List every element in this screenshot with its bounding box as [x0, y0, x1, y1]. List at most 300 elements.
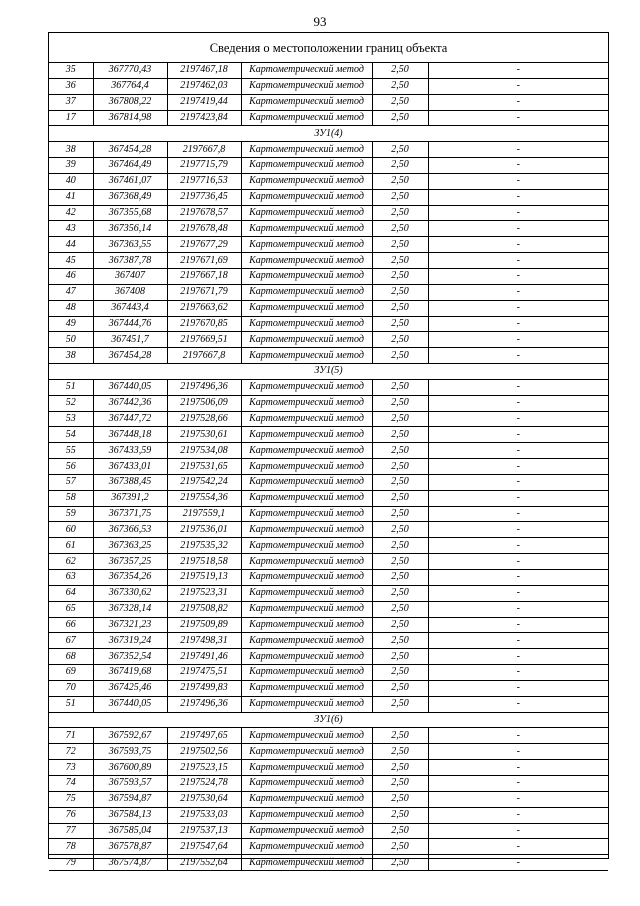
table-row — [49, 63, 608, 78]
point-number-cell: 77 — [49, 823, 93, 839]
x-coordinate-cell: 367408 — [93, 284, 167, 300]
x-coordinate-cell: 367440,05 — [93, 379, 167, 395]
description-cell: - — [428, 443, 608, 459]
x-coordinate-cell: 367593,75 — [93, 744, 167, 760]
method-cell: Картометрический метод — [241, 855, 372, 871]
y-coordinate-cell: 2197678,57 — [167, 205, 241, 221]
description-cell: - — [428, 522, 608, 538]
group-label: ЗУ1(4) — [49, 126, 608, 142]
boundary-table-sheet — [48, 32, 609, 868]
accuracy-cell: 2,50 — [372, 142, 428, 158]
table-row — [49, 427, 608, 443]
accuracy-cell: 2,50 — [372, 807, 428, 823]
y-coordinate-cell: 2197506,09 — [167, 395, 241, 411]
y-coordinate-cell: 2197667,8 — [167, 142, 241, 158]
y-coordinate-cell: 2197519,13 — [167, 570, 241, 586]
x-coordinate-cell: 367808,22 — [93, 94, 167, 110]
description-cell: - — [428, 379, 608, 395]
method-cell: Картометрический метод — [241, 221, 372, 237]
y-coordinate-cell: 2197537,13 — [167, 823, 241, 839]
x-coordinate-cell: 367443,4 — [93, 300, 167, 316]
description-cell: - — [428, 474, 608, 490]
group-header-row — [49, 364, 608, 380]
accuracy-cell: 2,50 — [372, 284, 428, 300]
x-coordinate-cell: 367357,25 — [93, 554, 167, 570]
table-row — [49, 760, 608, 776]
point-number-cell: 17 — [49, 110, 93, 126]
x-coordinate-cell: 367433,59 — [93, 443, 167, 459]
description-cell: - — [428, 617, 608, 633]
description-cell: - — [428, 823, 608, 839]
x-coordinate-cell: 367352,54 — [93, 649, 167, 665]
description-cell: - — [428, 300, 608, 316]
y-coordinate-cell: 2197533,03 — [167, 807, 241, 823]
point-number-cell: 44 — [49, 237, 93, 253]
y-coordinate-cell: 2197496,36 — [167, 696, 241, 712]
method-cell: Картометрический метод — [241, 760, 372, 776]
x-coordinate-cell: 367584,13 — [93, 807, 167, 823]
x-coordinate-cell: 367600,89 — [93, 760, 167, 776]
point-number-cell: 36 — [49, 78, 93, 94]
accuracy-cell: 2,50 — [372, 474, 428, 490]
description-cell: - — [428, 253, 608, 269]
accuracy-cell: 2,50 — [372, 221, 428, 237]
method-cell: Картометрический метод — [241, 474, 372, 490]
y-coordinate-cell: 2197715,79 — [167, 158, 241, 174]
method-cell: Картометрический метод — [241, 522, 372, 538]
y-coordinate-cell: 2197534,08 — [167, 443, 241, 459]
method-cell: Картометрический метод — [241, 665, 372, 681]
description-cell: - — [428, 728, 608, 744]
x-coordinate-cell: 367764,4 — [93, 78, 167, 94]
y-coordinate-cell: 2197535,32 — [167, 538, 241, 554]
accuracy-cell: 2,50 — [372, 158, 428, 174]
description-cell: - — [428, 760, 608, 776]
y-coordinate-cell: 2197502,56 — [167, 744, 241, 760]
description-cell: - — [428, 63, 608, 78]
y-coordinate-cell: 2197667,8 — [167, 348, 241, 364]
point-number-cell: 49 — [49, 316, 93, 332]
point-number-cell: 70 — [49, 680, 93, 696]
x-coordinate-cell: 367371,75 — [93, 506, 167, 522]
table-row — [49, 839, 608, 855]
accuracy-cell: 2,50 — [372, 411, 428, 427]
accuracy-cell: 2,50 — [372, 110, 428, 126]
point-number-cell: 41 — [49, 189, 93, 205]
x-coordinate-cell: 367454,28 — [93, 142, 167, 158]
accuracy-cell: 2,50 — [372, 775, 428, 791]
description-cell: - — [428, 78, 608, 94]
accuracy-cell: 2,50 — [372, 839, 428, 855]
table-row — [49, 538, 608, 554]
accuracy-cell: 2,50 — [372, 649, 428, 665]
point-number-cell: 42 — [49, 205, 93, 221]
description-cell: - — [428, 839, 608, 855]
accuracy-cell: 2,50 — [372, 823, 428, 839]
point-number-cell: 51 — [49, 379, 93, 395]
method-cell: Картометрический метод — [241, 142, 372, 158]
description-cell: - — [428, 807, 608, 823]
description-cell: - — [428, 411, 608, 427]
method-cell: Картометрический метод — [241, 268, 372, 284]
y-coordinate-cell: 2197497,65 — [167, 728, 241, 744]
x-coordinate-cell: 367454,28 — [93, 348, 167, 364]
method-cell: Картометрический метод — [241, 332, 372, 348]
x-coordinate-cell: 367578,87 — [93, 839, 167, 855]
description-cell: - — [428, 332, 608, 348]
table-row — [49, 506, 608, 522]
table-row — [49, 696, 608, 712]
point-number-cell: 63 — [49, 570, 93, 586]
table-row — [49, 316, 608, 332]
method-cell: Картометрический метод — [241, 823, 372, 839]
description-cell: - — [428, 348, 608, 364]
accuracy-cell: 2,50 — [372, 585, 428, 601]
y-coordinate-cell: 2197670,85 — [167, 316, 241, 332]
table-row — [49, 173, 608, 189]
description-cell: - — [428, 775, 608, 791]
description-cell: - — [428, 570, 608, 586]
point-number-cell: 76 — [49, 807, 93, 823]
description-cell: - — [428, 680, 608, 696]
method-cell: Картометрический метод — [241, 94, 372, 110]
description-cell: - — [428, 538, 608, 554]
x-coordinate-cell: 367447,72 — [93, 411, 167, 427]
accuracy-cell: 2,50 — [372, 744, 428, 760]
table-row — [49, 791, 608, 807]
table-row — [49, 617, 608, 633]
method-cell: Картометрический метод — [241, 601, 372, 617]
table-row — [49, 395, 608, 411]
point-number-cell: 37 — [49, 94, 93, 110]
method-cell: Картометрический метод — [241, 696, 372, 712]
point-number-cell: 53 — [49, 411, 93, 427]
accuracy-cell: 2,50 — [372, 665, 428, 681]
y-coordinate-cell: 2197667,18 — [167, 268, 241, 284]
x-coordinate-cell: 367585,04 — [93, 823, 167, 839]
description-cell: - — [428, 601, 608, 617]
x-coordinate-cell: 367330,62 — [93, 585, 167, 601]
x-coordinate-cell: 367391,2 — [93, 490, 167, 506]
description-cell: - — [428, 696, 608, 712]
accuracy-cell: 2,50 — [372, 94, 428, 110]
y-coordinate-cell: 2197496,36 — [167, 379, 241, 395]
table-row — [49, 855, 608, 871]
y-coordinate-cell: 2197716,53 — [167, 173, 241, 189]
description-cell: - — [428, 490, 608, 506]
y-coordinate-cell: 2197530,61 — [167, 427, 241, 443]
point-number-cell: 52 — [49, 395, 93, 411]
method-cell: Картометрический метод — [241, 78, 372, 94]
x-coordinate-cell: 367448,18 — [93, 427, 167, 443]
x-coordinate-cell: 367594,87 — [93, 791, 167, 807]
point-number-cell: 75 — [49, 791, 93, 807]
y-coordinate-cell: 2197678,48 — [167, 221, 241, 237]
y-coordinate-cell: 2197499,83 — [167, 680, 241, 696]
accuracy-cell: 2,50 — [372, 332, 428, 348]
group-label: ЗУ1(6) — [49, 712, 608, 728]
method-cell: Картометрический метод — [241, 791, 372, 807]
table-row — [49, 205, 608, 221]
accuracy-cell: 2,50 — [372, 189, 428, 205]
method-cell: Картометрический метод — [241, 316, 372, 332]
table-row — [49, 94, 608, 110]
method-cell: Картометрический метод — [241, 395, 372, 411]
method-cell: Картометрический метод — [241, 158, 372, 174]
y-coordinate-cell: 2197531,65 — [167, 459, 241, 475]
y-coordinate-cell: 2197523,15 — [167, 760, 241, 776]
description-cell: - — [428, 395, 608, 411]
method-cell: Картометрический метод — [241, 253, 372, 269]
x-coordinate-cell: 367442,36 — [93, 395, 167, 411]
description-cell: - — [428, 649, 608, 665]
group-header-row — [49, 126, 608, 142]
group-label: ЗУ1(5) — [49, 364, 608, 380]
accuracy-cell: 2,50 — [372, 316, 428, 332]
y-coordinate-cell: 2197528,66 — [167, 411, 241, 427]
x-coordinate-cell: 367433,01 — [93, 459, 167, 475]
page-number: 93 — [313, 14, 327, 29]
x-coordinate-cell: 367366,53 — [93, 522, 167, 538]
method-cell: Картометрический метод — [241, 284, 372, 300]
point-number-cell: 43 — [49, 221, 93, 237]
point-number-cell: 54 — [49, 427, 93, 443]
point-number-cell: 38 — [49, 348, 93, 364]
x-coordinate-cell: 367451,7 — [93, 332, 167, 348]
point-number-cell: 45 — [49, 253, 93, 269]
description-cell: - — [428, 665, 608, 681]
x-coordinate-cell: 367440,05 — [93, 696, 167, 712]
point-number-cell: 35 — [49, 63, 93, 78]
point-number-cell: 46 — [49, 268, 93, 284]
method-cell: Картометрический метод — [241, 63, 372, 78]
method-cell: Картометрический метод — [241, 379, 372, 395]
table-row — [49, 237, 608, 253]
point-number-cell: 39 — [49, 158, 93, 174]
y-coordinate-cell: 2197671,79 — [167, 284, 241, 300]
coordinates-table — [49, 63, 608, 871]
point-number-cell: 72 — [49, 744, 93, 760]
table-row — [49, 78, 608, 94]
method-cell: Картометрический метод — [241, 680, 372, 696]
description-cell: - — [428, 94, 608, 110]
accuracy-cell: 2,50 — [372, 791, 428, 807]
point-number-cell: 65 — [49, 601, 93, 617]
x-coordinate-cell: 367419,68 — [93, 665, 167, 681]
point-number-cell: 74 — [49, 775, 93, 791]
y-coordinate-cell: 2197518,58 — [167, 554, 241, 570]
point-number-cell: 64 — [49, 585, 93, 601]
description-cell: - — [428, 459, 608, 475]
table-row — [49, 585, 608, 601]
accuracy-cell: 2,50 — [372, 237, 428, 253]
method-cell: Картометрический метод — [241, 570, 372, 586]
table-row — [49, 268, 608, 284]
y-coordinate-cell: 2197554,36 — [167, 490, 241, 506]
y-coordinate-cell: 2197552,64 — [167, 855, 241, 871]
y-coordinate-cell: 2197671,69 — [167, 253, 241, 269]
method-cell: Картометрический метод — [241, 237, 372, 253]
table-row — [49, 443, 608, 459]
y-coordinate-cell: 2197536,01 — [167, 522, 241, 538]
x-coordinate-cell: 367319,24 — [93, 633, 167, 649]
y-coordinate-cell: 2197736,45 — [167, 189, 241, 205]
y-coordinate-cell: 2197423,84 — [167, 110, 241, 126]
point-number-cell: 56 — [49, 459, 93, 475]
y-coordinate-cell: 2197663,62 — [167, 300, 241, 316]
accuracy-cell: 2,50 — [372, 63, 428, 78]
point-number-cell: 50 — [49, 332, 93, 348]
x-coordinate-cell: 367407 — [93, 268, 167, 284]
table-row — [49, 522, 608, 538]
method-cell: Картометрический метод — [241, 633, 372, 649]
x-coordinate-cell: 367461,07 — [93, 173, 167, 189]
accuracy-cell: 2,50 — [372, 760, 428, 776]
y-coordinate-cell: 2197524,78 — [167, 775, 241, 791]
accuracy-cell: 2,50 — [372, 570, 428, 586]
table-row — [49, 807, 608, 823]
method-cell: Картометрический метод — [241, 173, 372, 189]
accuracy-cell: 2,50 — [372, 506, 428, 522]
method-cell: Картометрический метод — [241, 205, 372, 221]
method-cell: Картометрический метод — [241, 775, 372, 791]
y-coordinate-cell: 2197467,18 — [167, 63, 241, 78]
table-row — [49, 601, 608, 617]
table-row — [49, 300, 608, 316]
table-row — [49, 459, 608, 475]
x-coordinate-cell: 367387,78 — [93, 253, 167, 269]
accuracy-cell: 2,50 — [372, 379, 428, 395]
description-cell: - — [428, 205, 608, 221]
y-coordinate-cell: 2197677,29 — [167, 237, 241, 253]
accuracy-cell: 2,50 — [372, 205, 428, 221]
point-number-cell: 55 — [49, 443, 93, 459]
table-row — [49, 570, 608, 586]
accuracy-cell: 2,50 — [372, 348, 428, 364]
table-title: Сведения о местоположении границ объекта — [49, 33, 608, 63]
point-number-cell: 73 — [49, 760, 93, 776]
description-cell: - — [428, 744, 608, 760]
accuracy-cell: 2,50 — [372, 253, 428, 269]
description-cell: - — [428, 221, 608, 237]
y-coordinate-cell: 2197547,64 — [167, 839, 241, 855]
accuracy-cell: 2,50 — [372, 728, 428, 744]
accuracy-cell: 2,50 — [372, 696, 428, 712]
description-cell: - — [428, 791, 608, 807]
method-cell: Картометрический метод — [241, 839, 372, 855]
accuracy-cell: 2,50 — [372, 601, 428, 617]
point-number-cell: 47 — [49, 284, 93, 300]
table-row — [49, 284, 608, 300]
x-coordinate-cell: 367593,57 — [93, 775, 167, 791]
description-cell: - — [428, 855, 608, 871]
method-cell: Картометрический метод — [241, 411, 372, 427]
point-number-cell: 58 — [49, 490, 93, 506]
accuracy-cell: 2,50 — [372, 680, 428, 696]
point-number-cell: 79 — [49, 855, 93, 871]
description-cell: - — [428, 142, 608, 158]
description-cell: - — [428, 316, 608, 332]
point-number-cell: 61 — [49, 538, 93, 554]
y-coordinate-cell: 2197530,64 — [167, 791, 241, 807]
point-number-cell: 59 — [49, 506, 93, 522]
x-coordinate-cell: 367592,67 — [93, 728, 167, 744]
x-coordinate-cell: 367363,55 — [93, 237, 167, 253]
method-cell: Картометрический метод — [241, 348, 372, 364]
table-row — [49, 633, 608, 649]
y-coordinate-cell: 2197475,51 — [167, 665, 241, 681]
accuracy-cell: 2,50 — [372, 490, 428, 506]
description-cell: - — [428, 506, 608, 522]
table-row — [49, 110, 608, 126]
description-cell: - — [428, 173, 608, 189]
description-cell: - — [428, 110, 608, 126]
point-number-cell: 62 — [49, 554, 93, 570]
point-number-cell: 69 — [49, 665, 93, 681]
method-cell: Картометрический метод — [241, 728, 372, 744]
table-row — [49, 348, 608, 364]
method-cell: Картометрический метод — [241, 744, 372, 760]
point-number-cell: 40 — [49, 173, 93, 189]
table-row — [49, 474, 608, 490]
accuracy-cell: 2,50 — [372, 300, 428, 316]
table-row — [49, 680, 608, 696]
accuracy-cell: 2,50 — [372, 522, 428, 538]
table-row — [49, 221, 608, 237]
table-row — [49, 253, 608, 269]
description-cell: - — [428, 268, 608, 284]
accuracy-cell: 2,50 — [372, 173, 428, 189]
y-coordinate-cell: 2197462,03 — [167, 78, 241, 94]
y-coordinate-cell: 2197491,46 — [167, 649, 241, 665]
point-number-cell: 78 — [49, 839, 93, 855]
x-coordinate-cell: 367770,43 — [93, 63, 167, 78]
description-cell: - — [428, 189, 608, 205]
point-number-cell: 60 — [49, 522, 93, 538]
x-coordinate-cell: 367354,26 — [93, 570, 167, 586]
method-cell: Картометрический метод — [241, 538, 372, 554]
y-coordinate-cell: 2197509,89 — [167, 617, 241, 633]
method-cell: Картометрический метод — [241, 585, 372, 601]
x-coordinate-cell: 367444,76 — [93, 316, 167, 332]
y-coordinate-cell: 2197559,1 — [167, 506, 241, 522]
description-cell: - — [428, 158, 608, 174]
table-row — [49, 379, 608, 395]
method-cell: Картометрический метод — [241, 443, 372, 459]
description-cell: - — [428, 237, 608, 253]
table-row — [49, 490, 608, 506]
accuracy-cell: 2,50 — [372, 78, 428, 94]
x-coordinate-cell: 367425,46 — [93, 680, 167, 696]
x-coordinate-cell: 367388,45 — [93, 474, 167, 490]
group-header-row — [49, 712, 608, 728]
point-number-cell: 38 — [49, 142, 93, 158]
table-row — [49, 411, 608, 427]
table-row — [49, 142, 608, 158]
table-row — [49, 649, 608, 665]
method-cell: Картометрический метод — [241, 807, 372, 823]
accuracy-cell: 2,50 — [372, 617, 428, 633]
point-number-cell: 66 — [49, 617, 93, 633]
table-row — [49, 665, 608, 681]
accuracy-cell: 2,50 — [372, 855, 428, 871]
x-coordinate-cell: 367321,23 — [93, 617, 167, 633]
point-number-cell: 67 — [49, 633, 93, 649]
x-coordinate-cell: 367328,14 — [93, 601, 167, 617]
table-row — [49, 189, 608, 205]
x-coordinate-cell: 367363,25 — [93, 538, 167, 554]
y-coordinate-cell: 2197523,31 — [167, 585, 241, 601]
